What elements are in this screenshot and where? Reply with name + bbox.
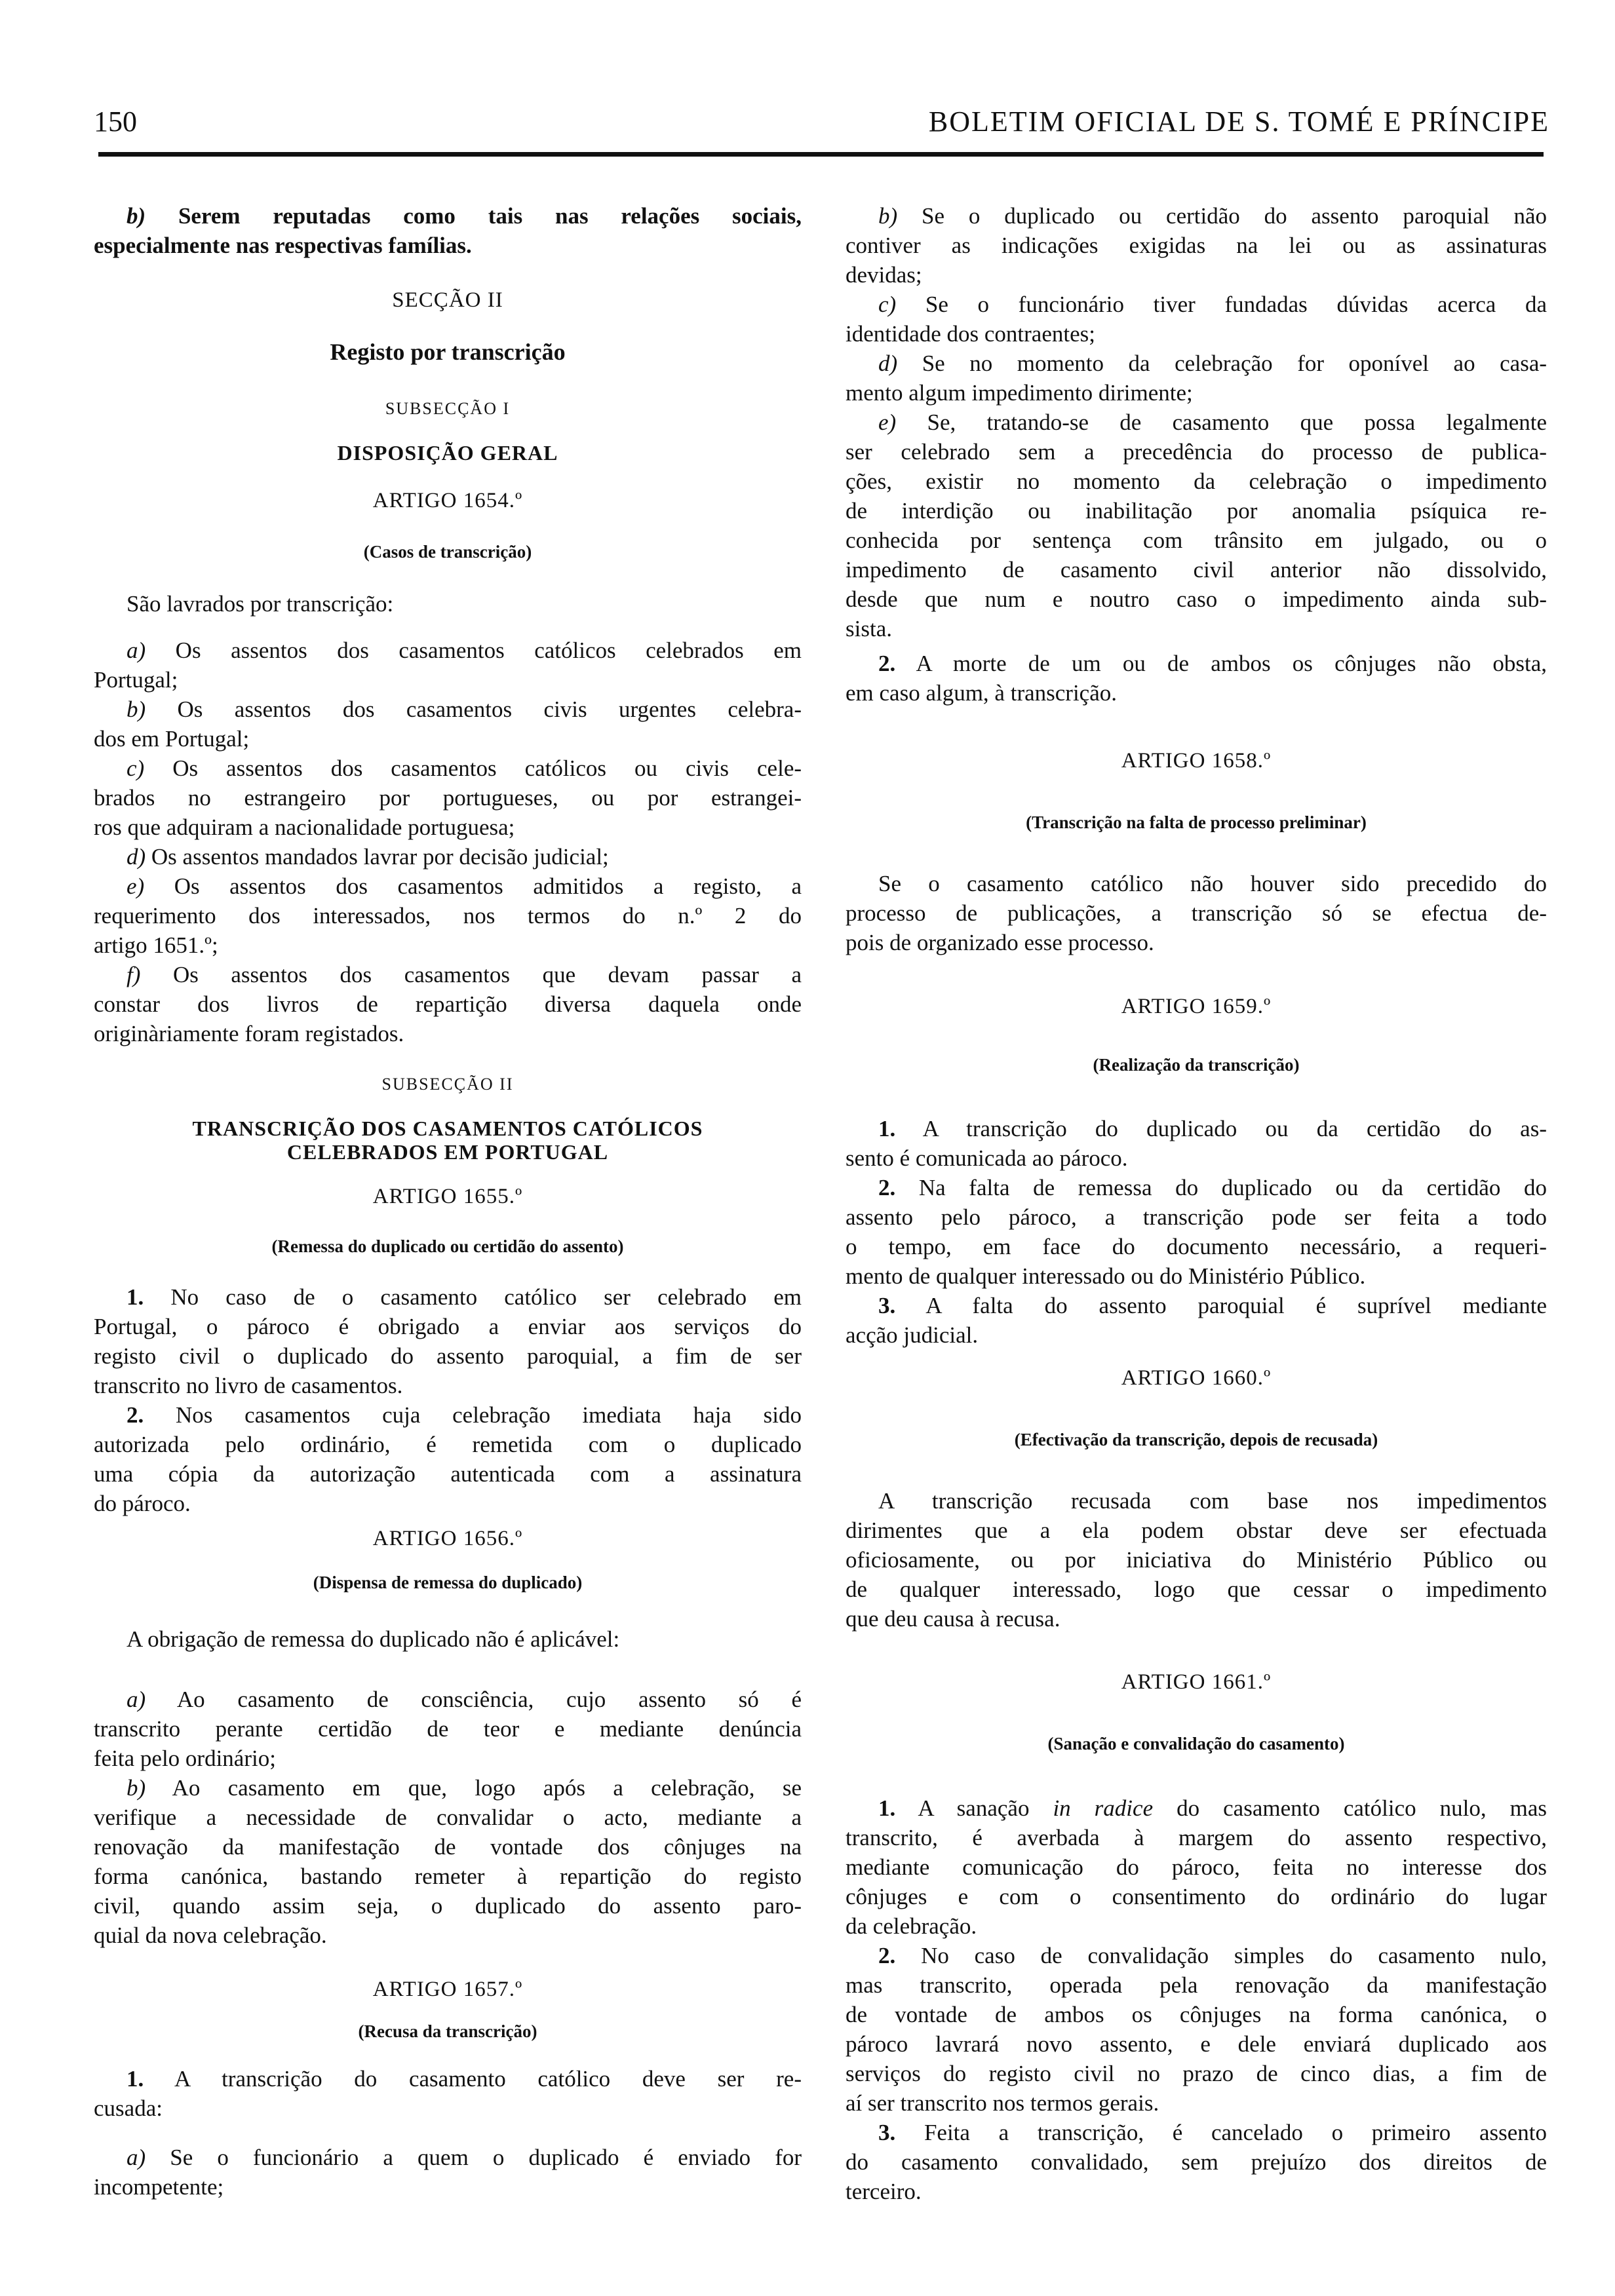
- line-text: ser celebrado sem a precedência do processo de publica-: [846, 439, 1547, 465]
- line-text: registo civil o duplicado do assento paroquial, a fim de ser: [94, 1343, 802, 1369]
- line-text: sento é comunicada ao pároco.: [846, 1145, 1128, 1171]
- article-1656-list: [94, 1685, 802, 1950]
- line-text: originàriamente foram registados.: [94, 1021, 404, 1046]
- subsection-title: DISPOSIÇÃO GERAL: [337, 441, 558, 465]
- line-text: pároco lavrará novo assento, e dele enviará duplicado aos: [846, 2031, 1547, 2057]
- article-title: ARTIGO 1654.º: [372, 489, 523, 512]
- line-text: transcrito no livro de casamentos.: [94, 1373, 403, 1398]
- article-1656-lead: [94, 1624, 802, 1654]
- article-1654-body: [94, 589, 802, 619]
- article-1660-body: [846, 1486, 1547, 1634]
- line-text: conhecida por sentença com trânsito em julgado, ou o: [846, 527, 1547, 553]
- line-text: mediante comunicação do pároco, feita no interesse dos: [846, 1854, 1547, 1880]
- line-text: Os assentos mandados lavrar por decisão judicial;: [151, 844, 609, 870]
- line-text: Nos casamentos cuja celebração imediata haja sido: [175, 1402, 802, 1428]
- line-text: em caso algum, à transcrição.: [846, 680, 1117, 706]
- line-text: serviços do registo civil no prazo de cinco dias, a fim de: [846, 2061, 1547, 2086]
- item-marker: a): [126, 638, 146, 663]
- lead-text: A obrigação de remessa do duplicado não é aplicável:: [126, 1626, 620, 1652]
- subsection-heading: SUBSECÇÃO I: [385, 399, 511, 418]
- paragraph-number: 3.: [878, 2120, 896, 2145]
- article-title: ARTIGO 1657.º: [372, 1978, 523, 2001]
- line-text: Os assentos dos casamentos que devam passar a: [172, 962, 802, 987]
- line-text: da celebração.: [846, 1913, 977, 1939]
- section-title: Registo por transcrição: [330, 339, 566, 365]
- line-text: uma cópia da autorização autenticada com a assinatura: [94, 1461, 802, 1487]
- item-marker: a): [126, 1687, 146, 1712]
- line-text: Se o funcionário tiver fundadas dúvidas acerca da: [925, 292, 1547, 317]
- article-title: ARTIGO 1655.º: [372, 1185, 523, 1208]
- line-text: do casamento convalidado, sem prejuízo dos direitos de: [846, 2149, 1547, 2175]
- line-text: civil, quando assim seja, o duplicado do assento paro-: [94, 1893, 802, 1919]
- paragraph-number: 1.: [878, 1795, 896, 1821]
- header-rule: [98, 152, 1544, 157]
- paragraph-number: 2.: [878, 1943, 896, 1968]
- latin-phrase: in radice: [1053, 1795, 1154, 1821]
- article-title: ARTIGO 1658.º: [1121, 749, 1272, 773]
- line-text: A falta do assento paroquial é suprível mediante: [925, 1293, 1547, 1318]
- item-marker: f): [126, 962, 141, 987]
- list-item-line: [94, 201, 802, 231]
- line-text: processo de publicações, a transcrição só se efectua de-: [846, 900, 1547, 926]
- line-text: contiver as indicações exigidas na lei ou as assinaturas: [846, 233, 1547, 258]
- article-caption: (Recusa da transcrição): [358, 2021, 537, 2041]
- line-text: brados no estrangeiro por portugueses, ou por estrangei-: [94, 785, 802, 811]
- article-title: ARTIGO 1661.º: [1121, 1670, 1272, 1694]
- list-item-line: especialmente nas respectivas famílias.: [94, 233, 472, 258]
- line-text: ções, existir no momento da celebração o impedimento: [846, 469, 1547, 494]
- paragraph-number: 3.: [878, 1293, 896, 1318]
- line-text: No caso de o casamento católico ser celebrado em: [170, 1284, 802, 1310]
- article-1657-list: [94, 2143, 802, 2202]
- line-text: No caso de convalidação simples do casamento nulo,: [921, 1943, 1547, 1968]
- article-1657-paragraph-2: [846, 649, 1547, 708]
- line-text: Portugal;: [94, 667, 178, 693]
- article-caption: (Remessa do duplicado ou certidão do assento): [271, 1236, 624, 1256]
- article-1655-body: [94, 1282, 802, 1518]
- line-text: Ao casamento de consciência, cujo assento só é: [176, 1687, 802, 1712]
- item-marker: d): [126, 844, 146, 870]
- line-text: Na falta de remessa do duplicado ou da certidão do: [918, 1175, 1547, 1200]
- line-text: quial da nova celebração.: [94, 1923, 327, 1948]
- article-caption: (Sanação e convalidação do casamento): [1047, 1734, 1345, 1753]
- line-text: transcrito perante certidão de teor e mediante denúncia: [94, 1716, 802, 1742]
- subsection-heading: SUBSECÇÃO II: [381, 1075, 514, 1094]
- item-marker: e): [878, 410, 897, 435]
- line-text: Feita a transcrição, é cancelado o primeiro assento: [924, 2120, 1547, 2145]
- article-1659-body: [846, 1114, 1547, 1350]
- line-text: Os assentos dos casamentos civis urgentes celebra-: [177, 697, 802, 722]
- line-text: devidas;: [846, 262, 922, 288]
- line-text: dos em Portugal;: [94, 726, 250, 752]
- line-text: identidade dos contraentes;: [846, 321, 1095, 347]
- line-text: Se o funcionário a quem o duplicado é enviado for: [170, 2145, 802, 2170]
- article-caption: (Casos de transcrição): [363, 542, 532, 562]
- line-text: A morte de um ou de ambos os cônjuges não obsta,: [916, 651, 1547, 676]
- item-marker: e): [126, 873, 145, 899]
- item-marker: c): [878, 292, 897, 317]
- page-number: 150: [94, 105, 137, 138]
- line-text: Os assentos dos casamentos admitidos a registo, a: [174, 873, 802, 899]
- line-text: feita pelo ordinário;: [94, 1746, 276, 1771]
- paragraph-number: 1.: [126, 1284, 144, 1310]
- line-text: sista.: [846, 616, 892, 641]
- line-text: autorizada pelo ordinário, é remetida com o duplicado: [94, 1432, 802, 1457]
- line-text: artigo 1651.º;: [94, 932, 218, 958]
- line-text: aí ser transcrito nos termos gerais.: [846, 2090, 1159, 2116]
- line-text: A sanação: [918, 1795, 1053, 1821]
- line-text: mento algum impedimento dirimente;: [846, 380, 1193, 406]
- line-text: Os assentos dos casamentos católicos ou civis cele-: [172, 756, 802, 781]
- article-title: ARTIGO 1659.º: [1121, 995, 1272, 1018]
- article-caption: (Efectivação da transcrição, depois de recusada): [1014, 1430, 1378, 1449]
- line-text: mento de qualquer interessado ou do Ministério Público.: [846, 1263, 1366, 1289]
- line-text: pois de organizado esse processo.: [846, 930, 1154, 955]
- line-text: acção judicial.: [846, 1322, 979, 1348]
- paragraph-number: 2.: [878, 1175, 896, 1200]
- line-text: Se o casamento católico não houver sido precedido do: [878, 871, 1547, 896]
- line-text: do pároco.: [94, 1491, 191, 1516]
- intro-item-b: [94, 201, 802, 260]
- line-text: cusada:: [94, 2095, 163, 2121]
- article-caption: (Transcrição na falta de processo preliminar): [1026, 813, 1367, 832]
- line-text: Se o duplicado ou certidão do assento paroquial não: [922, 203, 1547, 229]
- line-text: desde que num e noutro caso o impedimento ainda sub-: [846, 586, 1547, 612]
- line-text: Ao casamento em que, logo após a celebração, se: [172, 1775, 802, 1801]
- publication-title: BOLETIM OFICIAL DE S. TOMÉ E PRÍNCIPE: [928, 105, 1549, 138]
- line-text: de interdição ou inabilitação por anomalia psíquica re-: [846, 498, 1547, 524]
- paragraph-number: 1.: [878, 1116, 896, 1141]
- line-text: forma canónica, bastando remeter à repartição do registo: [94, 1864, 802, 1889]
- article-caption: (Dispensa de remessa do duplicado): [313, 1573, 583, 1592]
- line-text: o tempo, em face do documento necessário, a requeri-: [846, 1234, 1547, 1259]
- subsection-title: CELEBRADOS EM PORTUGAL: [286, 1140, 609, 1164]
- line-text: mas transcrito, operada pela renovação da manifestação: [846, 1972, 1547, 1998]
- article-1654-list: [94, 636, 802, 1048]
- line-text: transcrito, é averbada à margem do assento respectivo,: [846, 1825, 1547, 1850]
- item-marker: b): [126, 1775, 146, 1801]
- item-marker: c): [126, 756, 145, 781]
- line-text: impedimento de casamento civil anterior não dissolvido,: [846, 557, 1547, 583]
- line-text: A transcrição do casamento católico deve ser re-: [174, 2066, 802, 2092]
- article-1658-body: [846, 869, 1547, 957]
- item-marker: b): [126, 697, 146, 722]
- article-title: ARTIGO 1660.º: [1121, 1366, 1272, 1390]
- line-text: renovação da manifestação de vontade dos cônjuges na: [94, 1834, 802, 1860]
- line-text: que deu causa à recusa.: [846, 1606, 1060, 1632]
- line-text: de vontade de ambos os cônjuges na forma canónica, o: [846, 2002, 1547, 2027]
- line-text: ros que adquiram a nacionalidade portuguesa;: [94, 814, 515, 840]
- line-text: Se, tratando-se de casamento que possa legalmente: [927, 410, 1547, 435]
- paragraph-number: 2.: [878, 651, 896, 676]
- item-marker: b): [126, 203, 146, 229]
- line-text: cônjuges e com o consentimento do ordinário do lugar: [846, 1884, 1547, 1909]
- paragraph-number: 2.: [126, 1402, 144, 1428]
- line-text: constar dos livros de repartição diversa daquela onde: [94, 991, 802, 1017]
- line-text: requerimento dos interessados, nos termos do n.º 2 do: [94, 903, 802, 928]
- line-text: dirimentes que a ela podem obstar deve ser efectuada: [846, 1518, 1547, 1543]
- item-marker: b): [878, 203, 898, 229]
- line-text: Serem reputadas como tais nas relações sociais,: [178, 203, 802, 229]
- article-title: ARTIGO 1656.º: [372, 1527, 523, 1550]
- line-text: oficiosamente, ou por iniciativa do Ministério Público ou: [846, 1547, 1547, 1573]
- line-text: assento pelo pároco, a transcrição pode ser feita a todo: [846, 1204, 1547, 1230]
- line-text: terceiro.: [846, 2179, 922, 2204]
- article-caption: (Realização da transcrição): [1093, 1055, 1300, 1075]
- lead-text: São lavrados por transcrição:: [126, 591, 394, 617]
- article-1657-continued-list: [846, 201, 1547, 643]
- line-text: incompetente;: [94, 2174, 224, 2200]
- line-text: A transcrição do duplicado ou da certidão do as-: [922, 1116, 1547, 1141]
- article-1661-body: [846, 1793, 1547, 2206]
- section-heading: SECÇÃO II: [392, 288, 503, 312]
- item-marker: a): [126, 2145, 146, 2170]
- line-text: verifique a necessidade de convalidar o acto, mediante a: [94, 1805, 802, 1830]
- line-text: A transcrição recusada com base nos impedimentos: [878, 1488, 1547, 1514]
- article-1657-body: [94, 2064, 802, 2123]
- line-text: Os assentos dos casamentos católicos celebrados em: [175, 638, 802, 663]
- line-text: Se no momento da celebração for oponível ao casa-: [922, 351, 1547, 376]
- paragraph-number: 1.: [126, 2066, 144, 2092]
- line-text: de qualquer interessado, logo que cessar o impedimento: [846, 1577, 1547, 1602]
- item-marker: d): [878, 351, 898, 376]
- line-text: do casamento católico nulo, mas: [1153, 1795, 1547, 1821]
- subsection-title: TRANSCRIÇÃO DOS CASAMENTOS CATÓLICOS: [192, 1117, 703, 1140]
- line-text: Portugal, o pároco é obrigado a enviar aos serviços do: [94, 1314, 802, 1339]
